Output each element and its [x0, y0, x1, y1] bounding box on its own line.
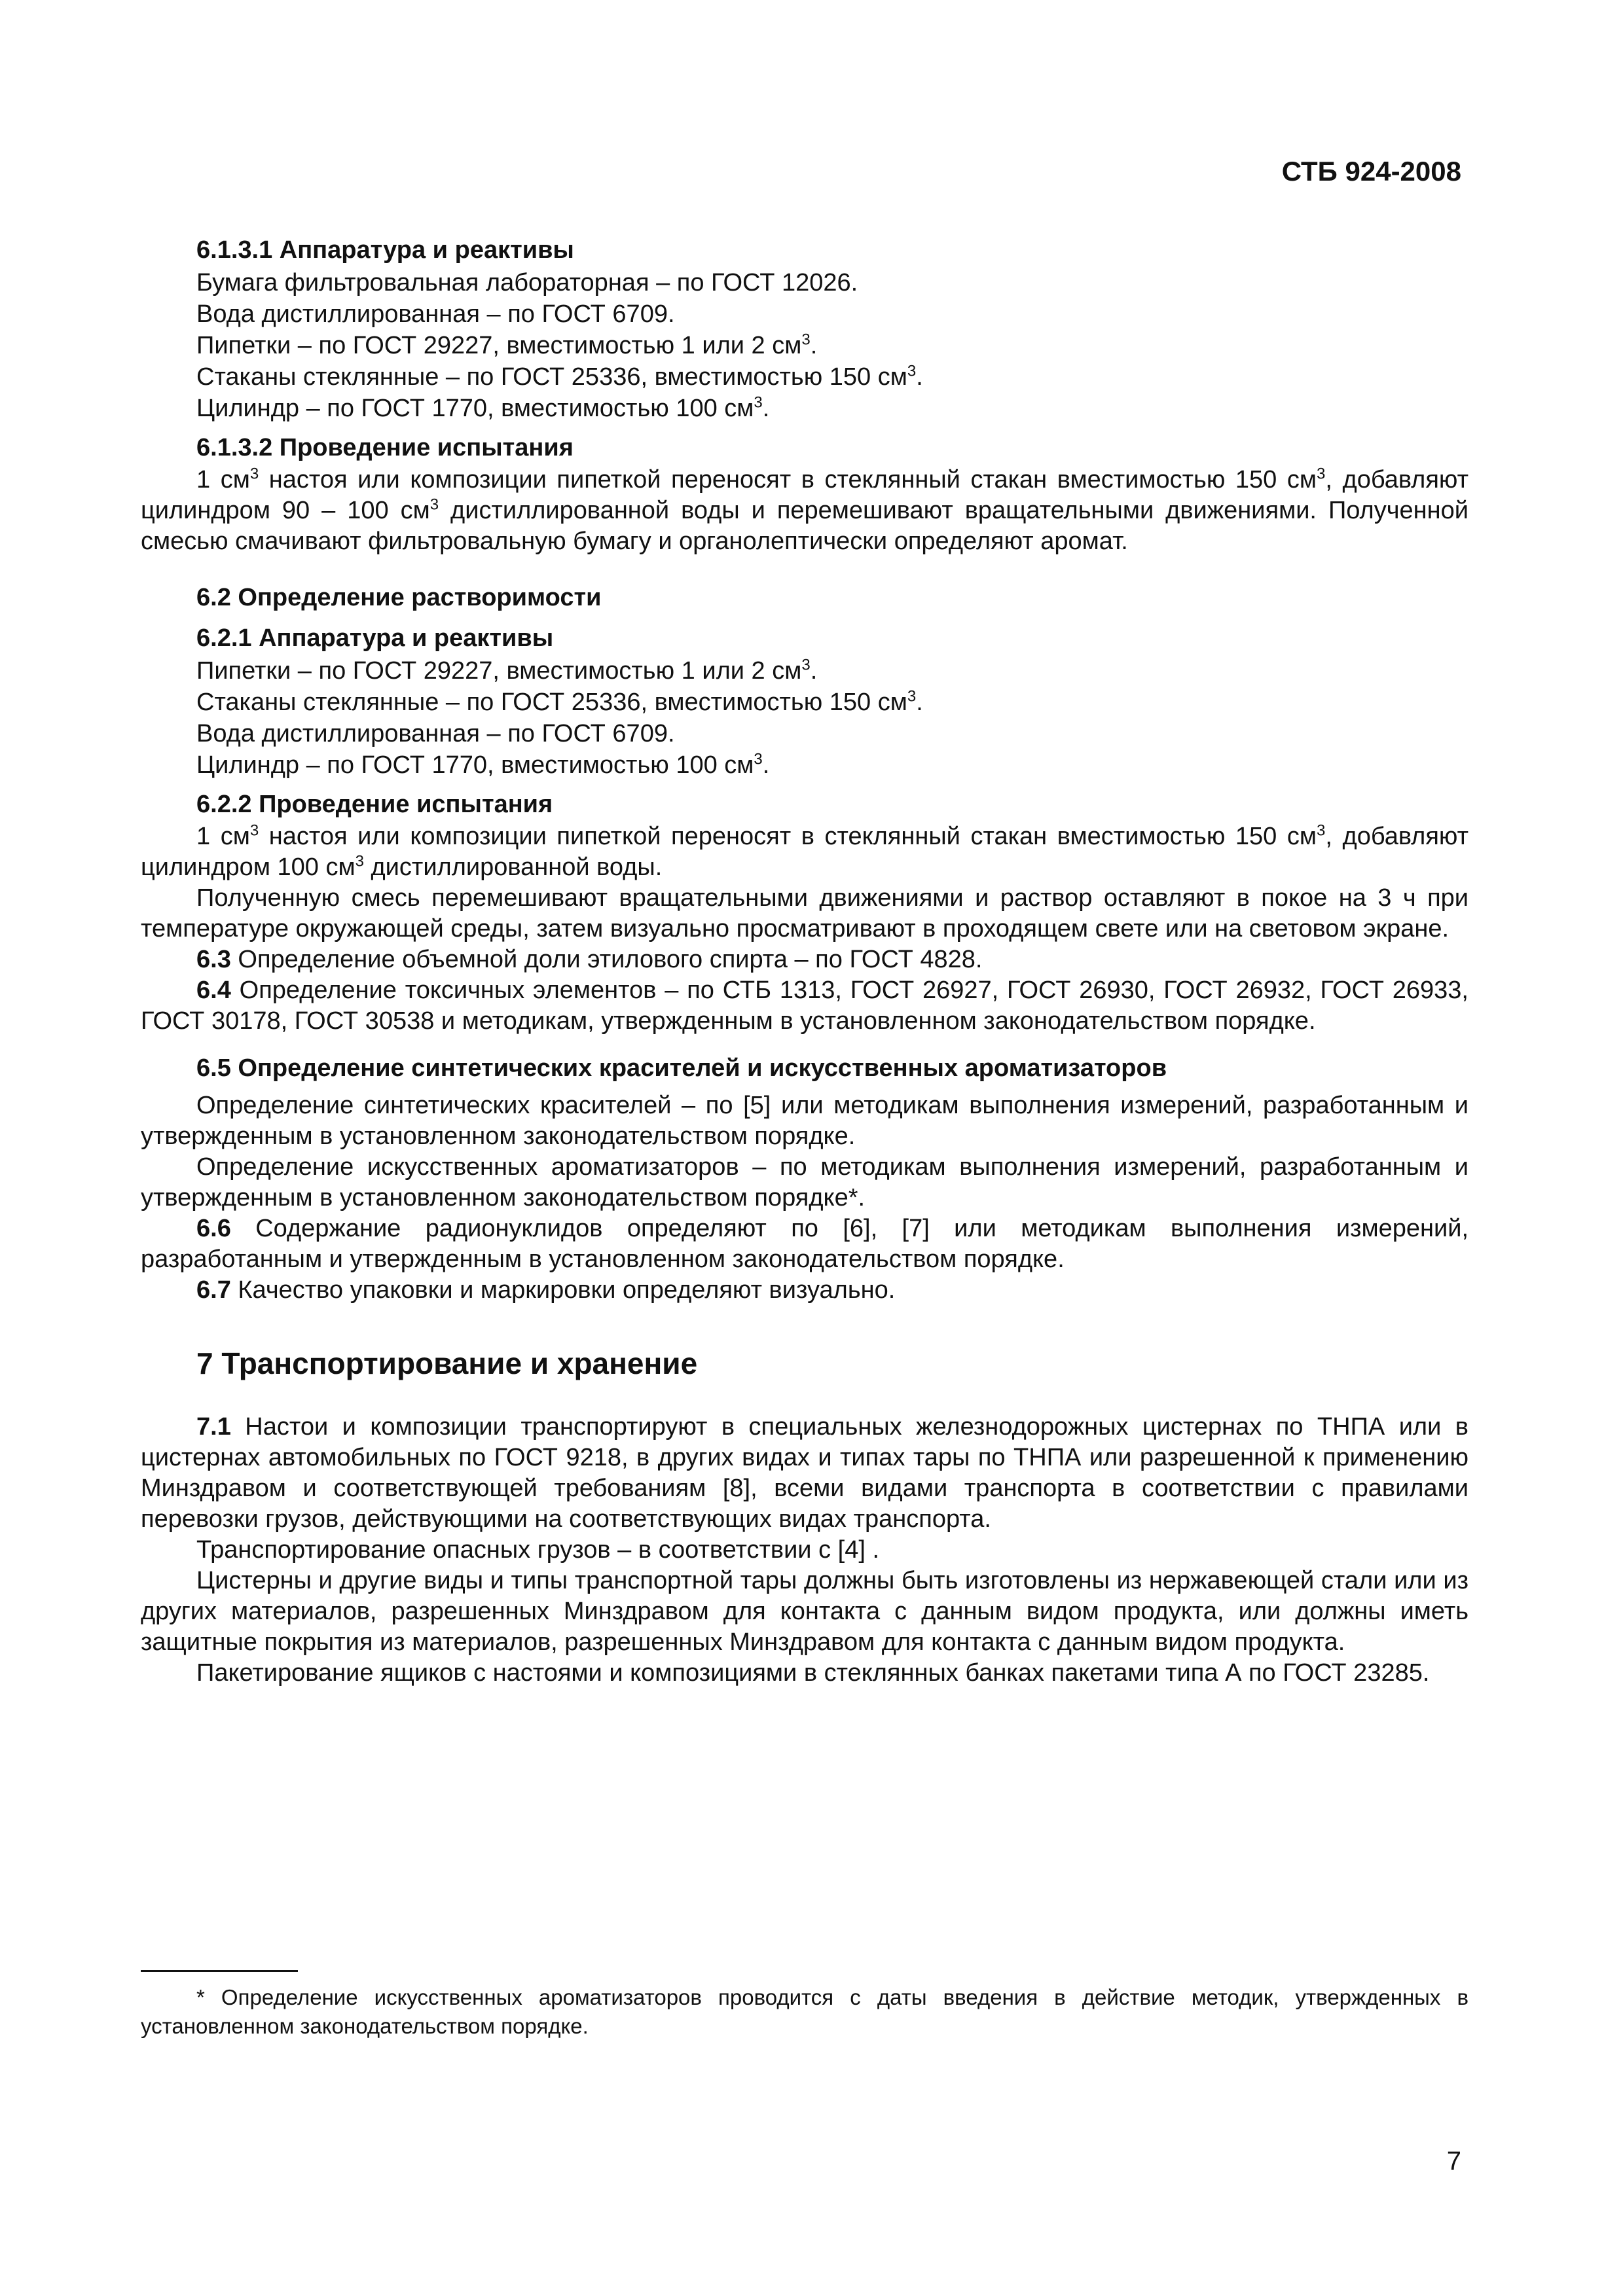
heading-6-2: 6.2 Определение растворимости [196, 584, 602, 611]
list-item: Вода дистиллированная – по ГОСТ 6709. [196, 300, 675, 328]
heading-6-5: 6.5 Определение синтетических красителей и искусственных ароматизаторов [196, 1054, 1167, 1082]
paragraph-6-3: 6.3 Определение объемной доли этилового спирта – по ГОСТ 4828. [196, 946, 983, 973]
list-item: Цилиндр – по ГОСТ 1770, вместимостью 100 $см^3$. [196, 393, 770, 422]
footnote-separator [141, 1970, 298, 1972]
paragraph-6-5-b: Определение искусственных ароматизаторов – по методикам выполнения измерений, разработанным и утвержденным в установленном законодательством порядке*. [141, 1153, 1468, 1211]
list-item: Цилиндр – по ГОСТ 1770, вместимостью 100 $см^3$. [196, 750, 770, 779]
equipment-list-6-1-3-1 [141, 267, 1468, 424]
list-item: Пипетки – по ГОСТ 29227, вместимостью 1 или 2 $см^3$. [196, 331, 818, 359]
paragraph-6-2-2-a: 1 $см^3$ настоя или композиции пипеткой переносят в стеклянный стакан вместимостью 150 $см^3$, добавляют цилиндром 100 $см^3$ дистиллированной воды. [141, 821, 1468, 881]
paragraph-7-1: 7.1 Настои и композиции транспортируют в специальных железнодорожных цистернах по ТНПА или в цистернах автомобильных по ГОСТ 9218, в других видах и типах тары по ТНПА или разрешенной к применению Минздравом и соответствующей требованиям [8], всеми видами транспорта в соответствии с правилами перевозки грузов, действующими на соответствующих видах транспорта. [141, 1413, 1468, 1533]
paragraph-7-1-d: Пакетирование ящиков с настоями и композициями в стеклянных банках пакетами типа А по ГОСТ 23285. [196, 1659, 1430, 1687]
heading-6-2-1: 6.2.1 Аппаратура и реактивы [196, 624, 554, 652]
page-content [141, 233, 1468, 1689]
heading-7: 7 Транспортирование и хранение [196, 1346, 698, 1380]
paragraph-6-5-a: Определение синтетических красителей – по [5] или методикам выполнения измерений, разработанным и утвержденным в установленном законодательством порядке. [141, 1092, 1468, 1150]
list-item: Пипетки – по ГОСТ 29227, вместимостью 1 или 2 $см^3$. [196, 656, 818, 685]
paragraph-6-6: 6.6 Содержание радионуклидов определяют по [6], [7] или методикам выполнения измерений, разработанным и утвержденным в установленном законодательством порядке. [141, 1215, 1468, 1273]
paragraph-6-2-2-b: Полученную смесь перемешивают вращательными движениями и раствор оставляют в покое на 3 ч при температуре окружающей среды, затем визуально просматривают в проходящем свете или на световом экране. [141, 884, 1468, 942]
list-item: Стаканы стеклянные – по ГОСТ 25336, вместимостью 150 $см^3$. [196, 362, 923, 391]
paragraph-6-1-3-2: 1 $см^3$ настоя или композиции пипеткой переносят в стеклянный стакан вместимостью 150 $см^3$, добавляют цилиндром 90 – 100 $см^3$ дистиллированной воды и перемешивают вращательными движениями. Полученной смесью смачивают фильтровальную бумагу и органолептически определяют аромат. [141, 465, 1468, 555]
heading-6-1-3-2: 6.1.3.2 Проведение испытания [196, 434, 574, 461]
list-item: Бумага фильтровальная лабораторная – по ГОСТ 12026. [196, 269, 858, 296]
paragraph-6-7: 6.7 Качество упаковки и маркировки определяют визуально. [196, 1276, 896, 1304]
paragraph-7-1-c: Цистерны и другие виды и типы транспортной тары должны быть изготовлены из нержавеющей стали или из других материалов, разрешенных Минздравом для контакта с данным видом продукта, или должны иметь защитные покрытия из материалов, разрешенных Минздравом для контакта с данным видом продукта. [141, 1567, 1468, 1656]
heading-6-2-2: 6.2.2 Проведение испытания [196, 791, 553, 818]
heading-6-1-3-1: 6.1.3.1 Аппаратура и реактивы [196, 236, 574, 264]
paragraph-6-4: 6.4 Определение токсичных элементов – по СТБ 1313, ГОСТ 26927, ГОСТ 26930, ГОСТ 26932, ГОСТ 26933, ГОСТ 30178, ГОСТ 30538 и методикам, утвержденным в установленном законодательством порядке. [141, 977, 1468, 1035]
list-item: Стаканы стеклянные – по ГОСТ 25336, вместимостью 150 $см^3$. [196, 687, 923, 716]
equipment-list-6-2-1 [141, 655, 1468, 781]
document-id: СТБ 924-2008 [1281, 156, 1461, 187]
paragraph-7-1-b: Транспортирование опасных грузов – в соответствии с [4] . [196, 1536, 880, 1564]
footnote: * Определение искусственных ароматизаторов проводится с даты введения в действие методик, утвержденных в установленном законодательством порядке. [141, 1985, 1468, 2038]
list-item: Вода дистиллированная – по ГОСТ 6709. [196, 720, 675, 747]
page-number: 7 [1446, 2147, 1461, 2176]
